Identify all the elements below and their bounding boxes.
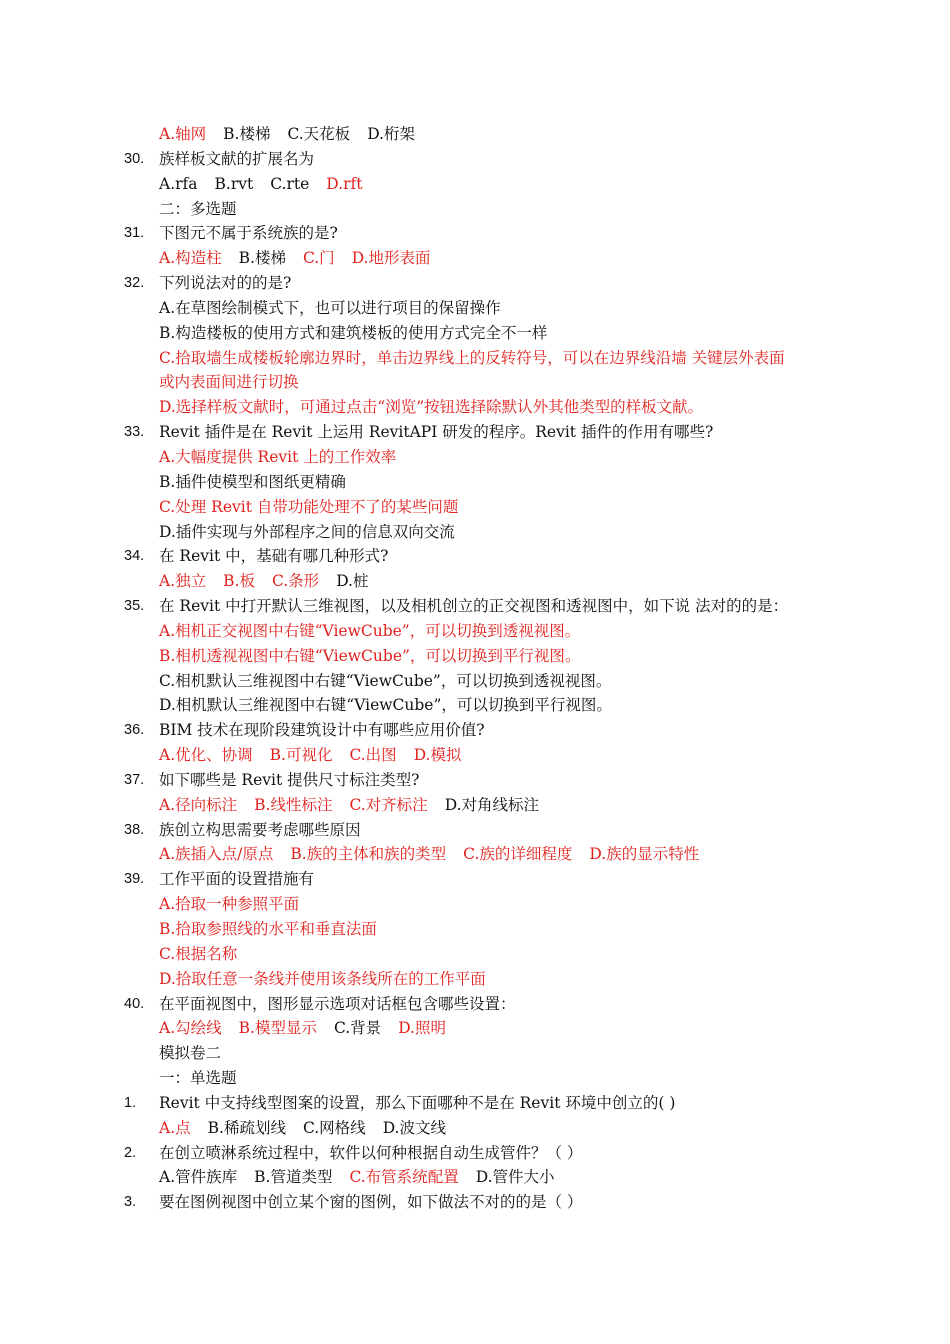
answer-option: A.rfa bbox=[159, 174, 198, 193]
line-text: B.构造楼板的使用方式和建筑楼板的使用方式完全不一样 bbox=[159, 323, 548, 342]
line-text: D.插件实现与外部程序之间的信息双向交流 bbox=[159, 522, 455, 541]
line-text: 或内表面间进行切换 bbox=[159, 373, 299, 392]
option-row bbox=[159, 1016, 463, 1041]
document-line bbox=[0, 892, 950, 917]
answer-option-marked: C.布管系统配置 bbox=[349, 1168, 459, 1187]
document-line bbox=[0, 495, 950, 520]
question-number: 32. bbox=[124, 275, 145, 292]
answer-option: D.对角线标注 bbox=[444, 795, 540, 814]
document-line bbox=[0, 346, 950, 371]
question-text: 要在图例视图中创立某个窗的图例，如下做法不对的的是（ ） bbox=[159, 1193, 583, 1212]
question-text: 族样板文献的扩展名为 bbox=[159, 149, 315, 168]
answer-option-marked: D.族的显示特性 bbox=[589, 845, 700, 864]
document-line bbox=[0, 942, 950, 967]
option-row bbox=[159, 246, 448, 271]
document-line bbox=[0, 967, 950, 992]
question-number: 38. bbox=[124, 821, 145, 838]
answer-option: B.稀疏划线 bbox=[207, 1118, 286, 1137]
answer-option-marked: A.优化、协调 bbox=[159, 746, 253, 765]
question-text: Revit 插件是在 Revit 上运用 RevitAPI 研发的程序。Revit 插件的作用有哪些? bbox=[159, 423, 714, 442]
answer-option-marked: B.板 bbox=[223, 572, 255, 591]
answer-option: A.管件族库 bbox=[159, 1168, 238, 1187]
answer-option-marked: C.出图 bbox=[349, 746, 397, 765]
answer-option: B.管道类型 bbox=[254, 1168, 333, 1187]
question-number: 34. bbox=[124, 548, 145, 565]
document-line bbox=[0, 917, 950, 942]
question-number: 37. bbox=[124, 771, 145, 788]
answer-option: C.天花板 bbox=[287, 125, 351, 143]
document-line bbox=[0, 619, 950, 644]
option-row bbox=[159, 743, 479, 768]
answer-option: D.桩 bbox=[336, 572, 369, 591]
question-text: 工作平面的设置措施有 bbox=[159, 870, 315, 889]
option-row bbox=[159, 569, 386, 594]
answer-option: B.楼梯 bbox=[238, 249, 286, 268]
question-number: 1. bbox=[124, 1094, 137, 1111]
answer-option-marked: C.对齐标注 bbox=[349, 795, 428, 814]
question-number: 3. bbox=[124, 1194, 137, 1211]
document-line bbox=[0, 296, 950, 321]
question-number: 36. bbox=[124, 722, 145, 739]
option-row bbox=[159, 793, 556, 818]
question-number: 30. bbox=[124, 150, 145, 167]
question-number: 39. bbox=[124, 871, 145, 888]
document-line bbox=[0, 221, 950, 246]
line-text: B.拾取参照线的水平和垂直法面 bbox=[159, 920, 377, 938]
line-text: C.处理 Revit 自带功能处理不了的某些问题 bbox=[159, 497, 459, 516]
document-line bbox=[0, 1116, 950, 1141]
document-line bbox=[0, 793, 950, 818]
question-text: 下列说法对的的是? bbox=[159, 274, 292, 293]
document-line bbox=[0, 321, 950, 346]
document-line bbox=[0, 420, 950, 445]
document-line bbox=[0, 395, 950, 420]
answer-option-marked: C.门 bbox=[302, 249, 335, 268]
answer-option-marked: D.rft bbox=[326, 174, 363, 193]
document-line bbox=[0, 669, 950, 694]
document-line bbox=[0, 1141, 950, 1166]
answer-option: B.楼梯 bbox=[223, 125, 271, 143]
line-text: A.相机正交视图中右键“ViewCube”，可以切换到透视视图。 bbox=[159, 621, 581, 640]
document-line bbox=[0, 122, 950, 147]
answer-option: B.rvt bbox=[214, 174, 254, 193]
line-text: B.相机透视视图中右键“ViewCube”，可以切换到平行视图。 bbox=[159, 646, 581, 665]
document-line bbox=[0, 197, 950, 222]
answer-option-marked: A.族插入点/原点 bbox=[159, 845, 274, 864]
document-line bbox=[0, 569, 950, 594]
line-text: 一：单选题 bbox=[159, 1069, 237, 1088]
answer-option: C.rte bbox=[270, 174, 310, 193]
document-line bbox=[0, 867, 950, 892]
line-text: C.拾取墙生成楼板轮廓边界时，单击边界线上的反转符号，可以在边界线沿墙 关键层外表面 bbox=[159, 348, 785, 367]
document-line bbox=[0, 743, 950, 768]
answer-option-marked: A.勾绘线 bbox=[159, 1019, 222, 1038]
question-text: 在 Revit 中打开默认三维视图，以及相机创立的正交视图和透视图中，如下说 法对的的是： bbox=[159, 597, 789, 616]
document-line bbox=[0, 1066, 950, 1091]
document-line bbox=[0, 718, 950, 743]
document-line bbox=[0, 470, 950, 495]
document-line bbox=[0, 842, 950, 867]
answer-option-marked: C.族的详细程度 bbox=[463, 845, 573, 864]
answer-option: D.波文线 bbox=[382, 1118, 446, 1137]
answer-option-marked: A.径向标注 bbox=[159, 795, 238, 814]
document-line bbox=[0, 520, 950, 545]
answer-option-marked: B.可视化 bbox=[269, 746, 333, 765]
document-line bbox=[0, 1041, 950, 1066]
line-text: B.插件使模型和图纸更精确 bbox=[159, 472, 346, 491]
answer-option-marked: C.条形 bbox=[271, 572, 320, 591]
document-line bbox=[0, 1165, 950, 1190]
line-text: C.根据名称 bbox=[159, 944, 238, 963]
line-text: A.拾取一种参照平面 bbox=[159, 895, 300, 914]
document-line bbox=[0, 1016, 950, 1041]
option-row bbox=[159, 1116, 463, 1141]
answer-option-marked: A.独立 bbox=[159, 572, 207, 591]
document-line bbox=[0, 1091, 950, 1116]
option-row bbox=[159, 172, 379, 197]
question-text: 如下哪些是 Revit 提供尺寸标注类型? bbox=[159, 770, 420, 789]
document-line bbox=[0, 445, 950, 470]
document-line bbox=[0, 693, 950, 718]
answer-option-marked: B.族的主体和族的类型 bbox=[290, 845, 447, 864]
document-page bbox=[0, 122, 950, 1215]
answer-option-marked: A.构造柱 bbox=[159, 249, 222, 268]
option-row bbox=[159, 842, 716, 867]
question-number: 35. bbox=[124, 598, 145, 615]
question-text: 在 Revit 中，基础有哪几种形式? bbox=[159, 547, 389, 566]
document-line bbox=[0, 818, 950, 843]
document-line bbox=[0, 246, 950, 271]
question-text: 在创立喷淋系统过程中，软件以何种根据自动生成管件？（ ） bbox=[159, 1143, 583, 1162]
question-text: 在平面视图中，图形显示选项对话框包含哪些设置： bbox=[159, 994, 516, 1013]
line-text: 模拟卷二 bbox=[159, 1044, 222, 1063]
document-line bbox=[0, 594, 950, 619]
question-number: 2. bbox=[124, 1144, 137, 1161]
document-line bbox=[0, 370, 950, 395]
document-line bbox=[0, 271, 950, 296]
question-text: BIM 技术在现阶段建筑设计中有哪些应用价值? bbox=[159, 721, 485, 740]
answer-option-marked: B.模型显示 bbox=[238, 1019, 317, 1038]
question-text: Revit 中支持线型图案的设置，那么下面哪种不是在 Revit 环境中创立的( ) bbox=[159, 1093, 676, 1112]
line-text: C.相机默认三维视图中右键“ViewCube”，可以切换到透视视图。 bbox=[159, 671, 612, 690]
line-text: A.大幅度提供 Revit 上的工作效率 bbox=[159, 447, 397, 466]
question-number: 40. bbox=[124, 995, 145, 1012]
document-line bbox=[0, 992, 950, 1017]
document-line bbox=[0, 544, 950, 569]
line-text: D.拾取任意一条线并使用该条线所在的工作平面 bbox=[159, 969, 486, 988]
question-number: 33. bbox=[124, 424, 145, 441]
answer-option: C.网格线 bbox=[302, 1118, 366, 1137]
document-line bbox=[0, 768, 950, 793]
document-line bbox=[0, 644, 950, 669]
document-line bbox=[0, 1190, 950, 1215]
answer-option-marked: D.照明 bbox=[398, 1019, 446, 1038]
line-text: 二：多选题 bbox=[159, 199, 237, 218]
answer-option-marked: A.点 bbox=[159, 1118, 191, 1137]
answer-option-marked: B.线性标注 bbox=[254, 795, 333, 814]
answer-option-marked: D.地形表面 bbox=[351, 249, 431, 268]
line-text: D.相机默认三维视图中右键“ViewCube”，可以切换到平行视图。 bbox=[159, 696, 612, 715]
answer-option: D.桁架 bbox=[367, 125, 415, 143]
question-number: 31. bbox=[124, 225, 145, 242]
line-text: A.在草图绘制模式下，也可以进行项目的保留操作 bbox=[159, 298, 501, 317]
document-line bbox=[0, 172, 950, 197]
line-text: D.选择样板文献时，可通过点击“浏览”按钮选择除默认外其他类型的样板文献。 bbox=[159, 398, 704, 417]
answer-option: C.背景 bbox=[333, 1019, 382, 1038]
answer-option: D.管件大小 bbox=[475, 1168, 555, 1187]
answer-option-marked: D.模拟 bbox=[413, 746, 462, 765]
document-line bbox=[0, 147, 950, 172]
question-text: 族创立构思需要考虑哪些原因 bbox=[159, 820, 361, 839]
question-text: 下图元不属于系统族的是? bbox=[159, 224, 338, 243]
option-row bbox=[159, 1165, 572, 1190]
option-row bbox=[159, 122, 432, 147]
answer-option-marked: A.轴网 bbox=[159, 125, 207, 143]
